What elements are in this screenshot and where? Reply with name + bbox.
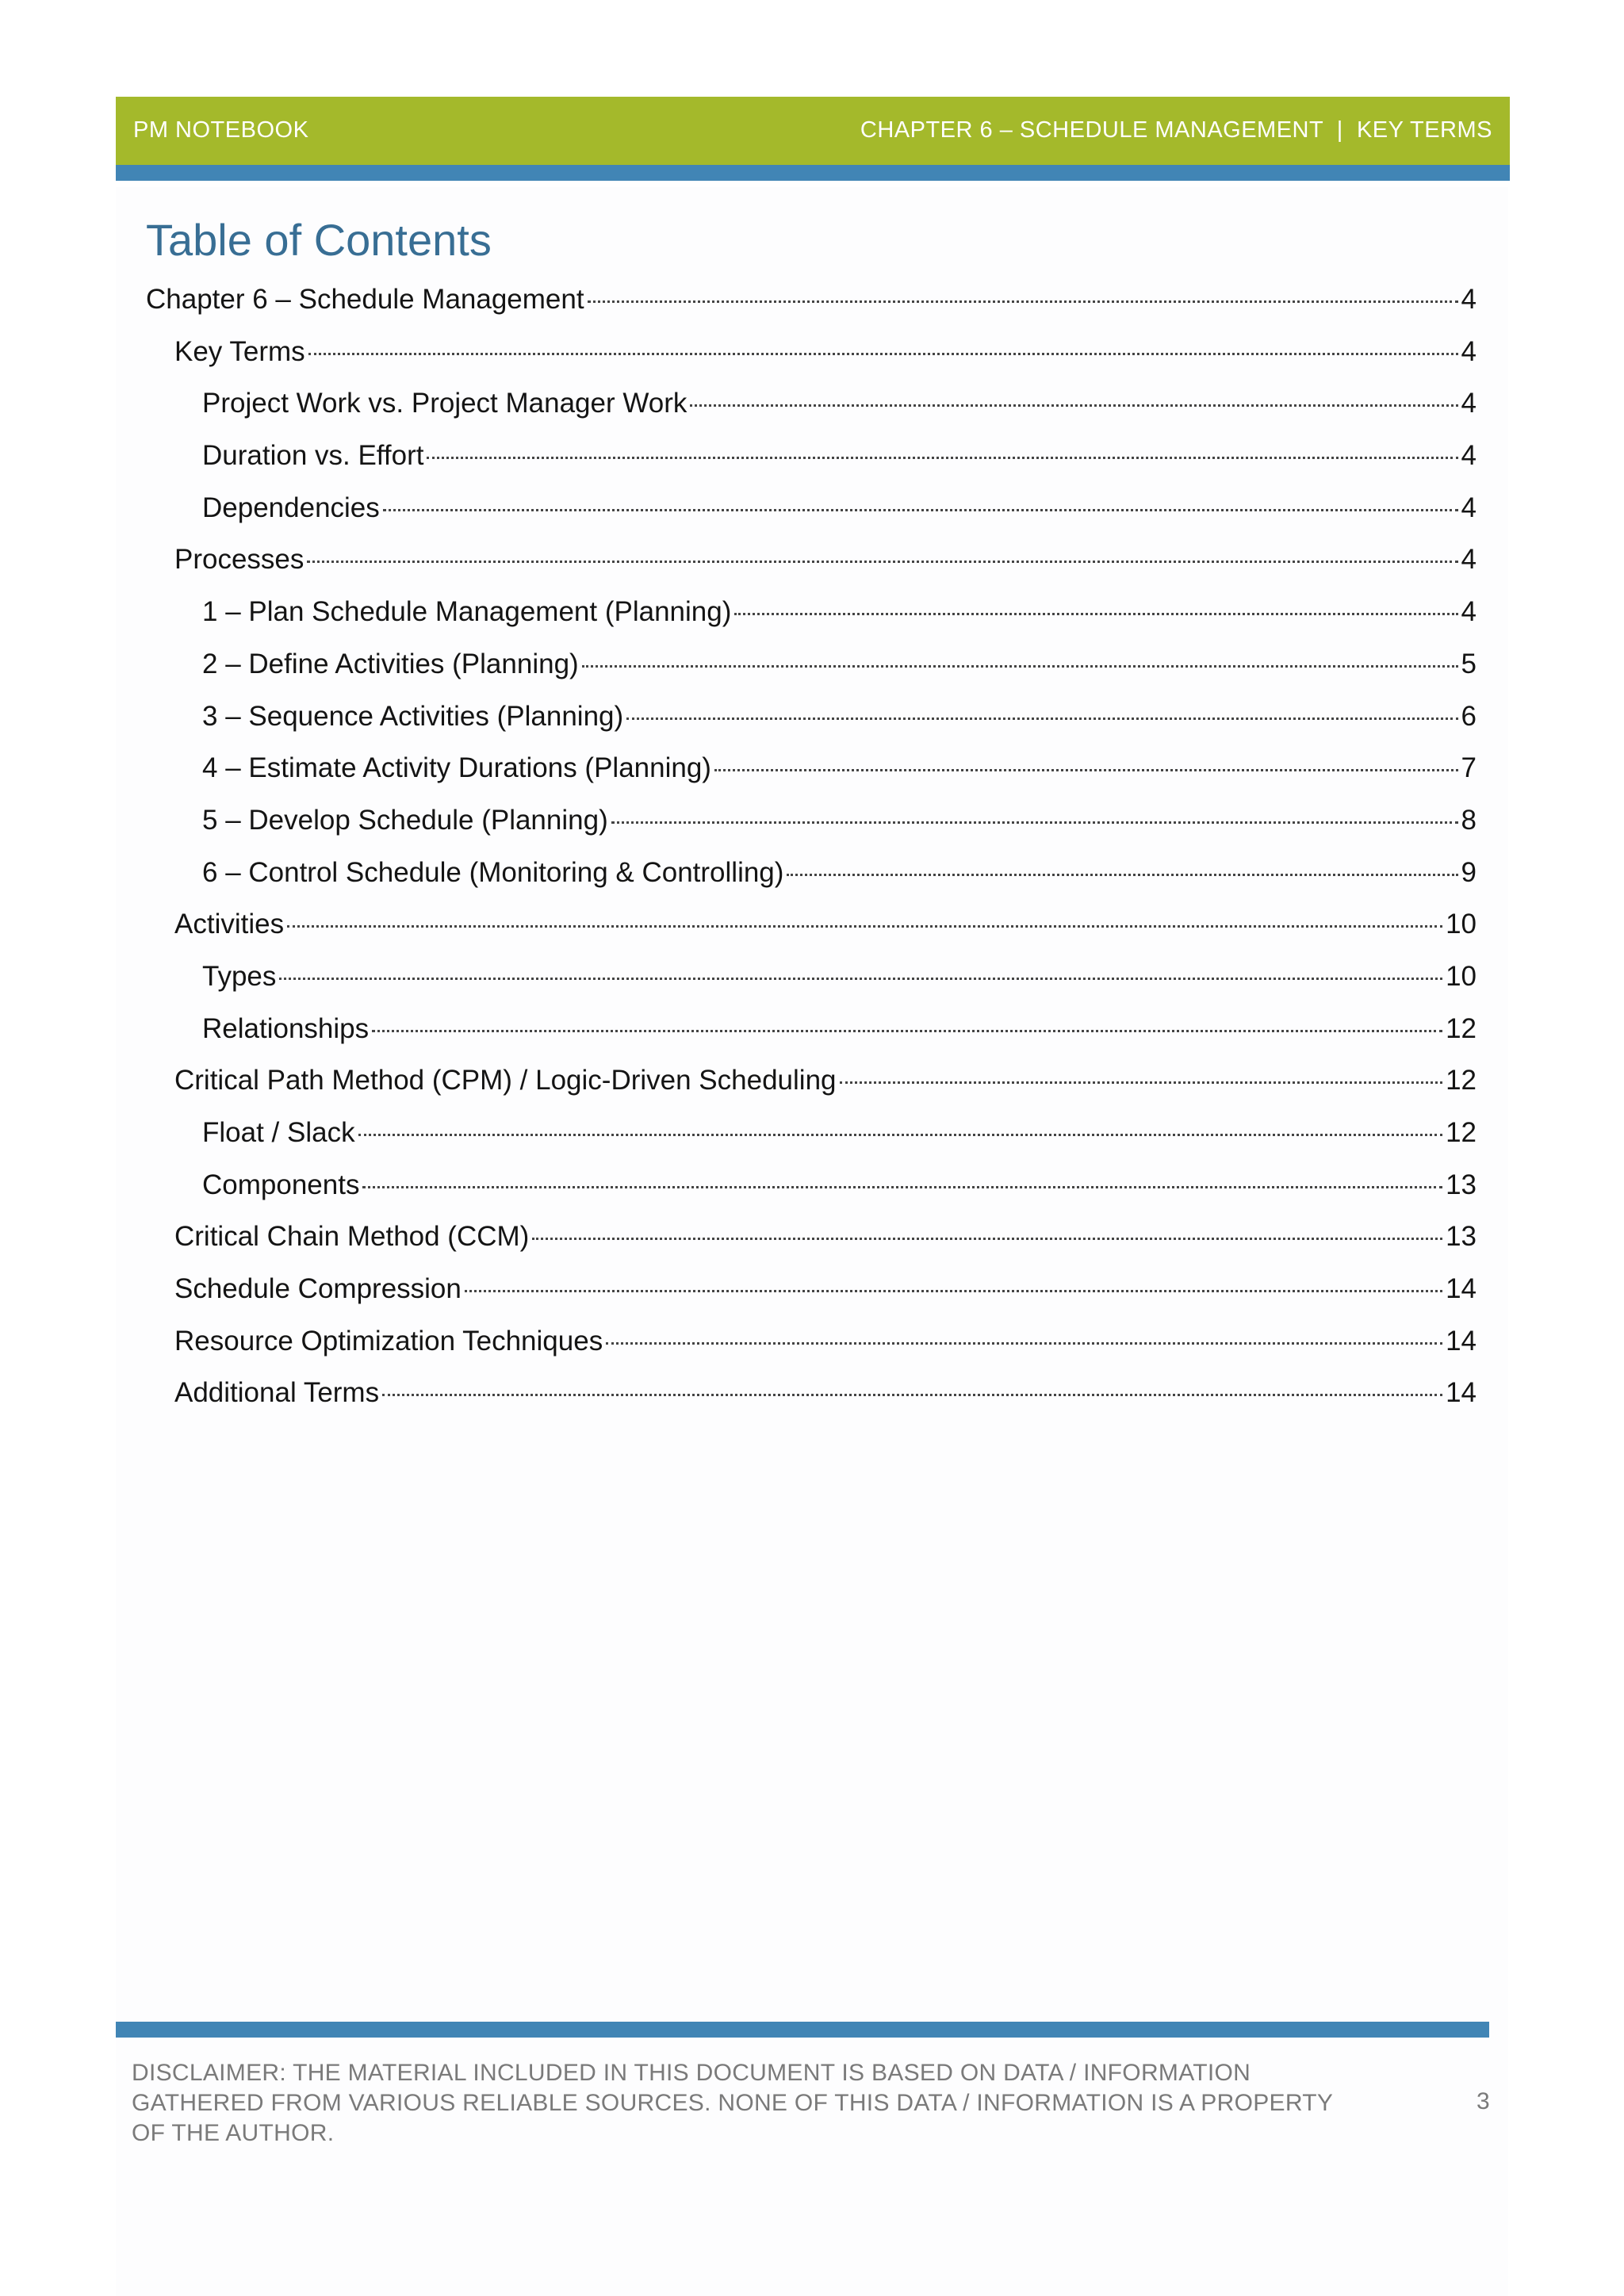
toc-dot-leader [308, 353, 1458, 355]
toc-entry[interactable] [146, 961, 1477, 1013]
header-notebook-title: PM NOTEBOOK [133, 117, 309, 143]
toc-entry-page: 14 [1446, 1325, 1477, 1357]
header-divider [116, 165, 1510, 181]
toc-entry[interactable] [146, 1377, 1477, 1429]
toc-entry[interactable] [146, 336, 1477, 388]
header-chapter-title: CHAPTER 6 – SCHEDULE MANAGEMENT | KEY TERMS [860, 117, 1492, 143]
toc-entry-title: 4 – Estimate Activity Durations (Planning) [202, 752, 711, 784]
toc-entry-page: 5 [1461, 648, 1477, 679]
toc-entry-title: Chapter 6 – Schedule Management [146, 284, 584, 315]
toc-entry-title: Components [202, 1169, 360, 1200]
toc-dot-leader [358, 1134, 1442, 1136]
toc-entry-page: 4 [1461, 492, 1477, 523]
toc-entry-title: Dependencies [202, 492, 380, 523]
toc-entry[interactable] [146, 909, 1477, 961]
toc-dot-leader [532, 1238, 1442, 1240]
toc-entry-title: 3 – Sequence Activities (Planning) [202, 700, 624, 732]
toc-entry[interactable] [146, 492, 1477, 545]
toc-entry[interactable] [146, 701, 1477, 753]
toc-entry[interactable] [146, 857, 1477, 909]
toc-dot-leader [427, 457, 1457, 459]
toc-entry-title: 1 – Plan Schedule Management (Planning) [202, 596, 732, 628]
toc-dot-leader [606, 1342, 1442, 1345]
toc-entry-page: 13 [1446, 1221, 1477, 1253]
toc-entry-page: 6 [1461, 700, 1477, 732]
toc-entry-page: 13 [1446, 1169, 1477, 1200]
toc-dot-leader [307, 561, 1457, 563]
toc-entry[interactable] [146, 1117, 1477, 1169]
toc-entry-page: 4 [1461, 388, 1477, 419]
toc-list [146, 284, 1477, 1429]
toc-entry-title: Project Work vs. Project Manager Work [202, 388, 688, 419]
toc-dot-leader [279, 978, 1442, 980]
toc-entry[interactable] [146, 805, 1477, 857]
toc-entry-page: 14 [1446, 1377, 1477, 1409]
toc-entry-title: Float / Slack [202, 1117, 355, 1148]
toc-entry-title: Schedule Compression [174, 1273, 462, 1305]
toc-dot-leader [382, 1394, 1442, 1396]
toc-entry-title: Types [202, 960, 277, 992]
toc-entry[interactable] [146, 1169, 1477, 1222]
toc-entry-page: 4 [1461, 544, 1477, 576]
toc-entry-title: Critical Chain Method (CCM) [174, 1221, 530, 1253]
toc-entry[interactable] [146, 544, 1477, 596]
toc-entry-title: 5 – Develop Schedule (Planning) [202, 804, 608, 836]
toc-dot-leader [582, 665, 1458, 668]
toc-heading: Table of Contents [146, 215, 492, 265]
toc-entry-page: 4 [1461, 596, 1477, 628]
toc-dot-leader [287, 925, 1442, 928]
toc-entry[interactable] [146, 649, 1477, 701]
toc-entry[interactable] [146, 1065, 1477, 1117]
toc-entry-page: 4 [1461, 335, 1477, 367]
toc-dot-leader [690, 404, 1457, 407]
toc-entry-title: Resource Optimization Techniques [174, 1325, 603, 1357]
toc-dot-leader [383, 509, 1458, 511]
toc-entry-title: 2 – Define Activities (Planning) [202, 648, 579, 679]
toc-entry-title: 6 – Control Schedule (Monitoring & Controlling) [202, 856, 784, 888]
toc-entry-title: Processes [174, 544, 304, 576]
toc-entry-page: 9 [1461, 856, 1477, 888]
footer-divider [116, 2022, 1489, 2038]
toc-entry-title: Additional Terms [174, 1377, 380, 1409]
toc-dot-leader [372, 1030, 1442, 1032]
toc-entry-title: Critical Path Method (CPM) / Logic-Driven Scheduling [174, 1065, 837, 1096]
toc-entry-page: 10 [1446, 909, 1477, 940]
toc-entry-page: 7 [1461, 752, 1477, 784]
toc-entry[interactable] [146, 1013, 1477, 1066]
toc-dot-leader [626, 718, 1457, 720]
toc-entry[interactable] [146, 284, 1477, 336]
toc-entry-page: 10 [1446, 960, 1477, 992]
toc-dot-leader [714, 769, 1458, 771]
toc-dot-leader [787, 874, 1457, 876]
toc-entry-page: 12 [1446, 1117, 1477, 1148]
toc-entry[interactable] [146, 1326, 1477, 1378]
toc-dot-leader [611, 821, 1458, 824]
toc-entry-page: 8 [1461, 804, 1477, 836]
toc-entry-page: 12 [1446, 1012, 1477, 1044]
footer-disclaimer: DISCLAIMER: THE MATERIAL INCLUDED IN THIS DOCUMENT IS BASED ON DATA / INFORMATION GATHERED FROM VARIOUS RELIABLE SOURCES. NONE OF THIS DATA / INFORMATION IS A PROPERTY OF THE AUTHOR. [132, 2060, 1333, 2146]
toc-entry[interactable] [146, 752, 1477, 805]
toc-entry[interactable] [146, 440, 1477, 492]
page-header [116, 97, 1510, 165]
toc-entry-page: 12 [1446, 1065, 1477, 1096]
toc-entry-title: Key Terms [174, 335, 305, 367]
toc-entry[interactable] [146, 1273, 1477, 1326]
toc-dot-leader [840, 1081, 1443, 1084]
toc-entry-title: Relationships [202, 1012, 370, 1044]
toc-entry[interactable] [146, 388, 1477, 440]
toc-entry-title: Duration vs. Effort [202, 440, 424, 472]
toc-entry[interactable] [146, 1221, 1477, 1273]
toc-dot-leader [465, 1290, 1442, 1292]
toc-entry-title: Activities [174, 909, 285, 940]
toc-dot-leader [734, 613, 1457, 615]
toc-entry-page: 4 [1461, 284, 1477, 315]
toc-entry-page: 4 [1461, 440, 1477, 472]
toc-dot-leader [588, 300, 1458, 303]
toc-entry[interactable] [146, 596, 1477, 649]
toc-entry-page: 14 [1446, 1273, 1477, 1305]
toc-dot-leader [362, 1186, 1442, 1188]
page-number: 3 [1477, 2088, 1490, 2114]
